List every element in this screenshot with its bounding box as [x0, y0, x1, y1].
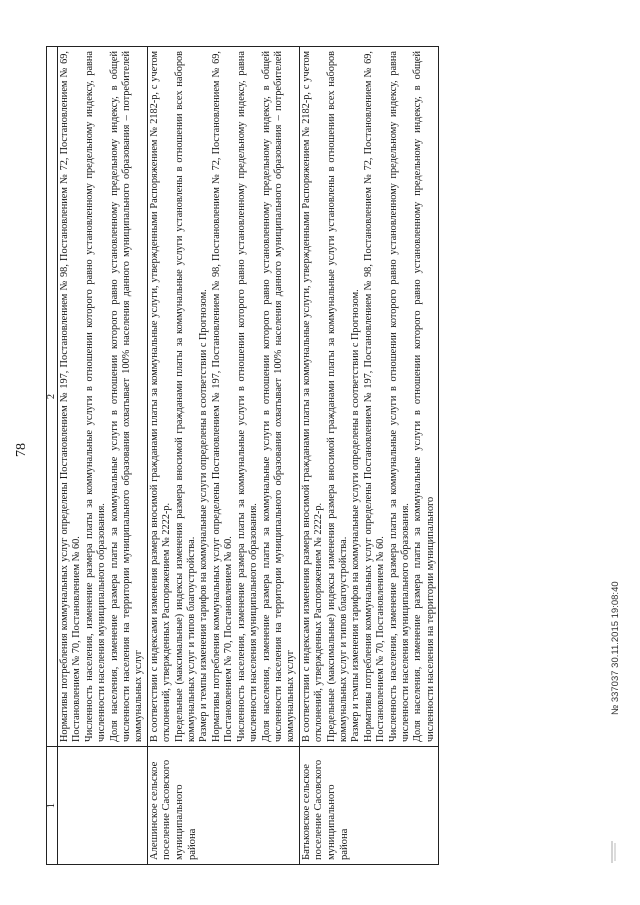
paragraph: Нормативы потребления коммунальных услуг определены Постановлением № 197, Постановлением № 98, Постановлением № 72, Постановлением № 69, Постановлением № 70, Постановлением № 60.	[210, 51, 235, 742]
paragraph: Размер и темпы изменения тарифов на коммунальные услуги определены в соответствии с Прогнозом.	[350, 289, 362, 742]
paragraph: Предельные (максимальные) индексы изменения размера вносимой гражданами платы за коммунальные услуги установлены в отношении всех наборов коммунальных услуг и типов благоустройства.	[325, 51, 349, 742]
paragraph: Доля населения, изменение размера платы за коммунальные услуги в отношении которого равно установленному предельному индексу, в общей численности населения на территории муниципального образования охватывает 100% населения данного муниципального образования – потребителей коммунальных услуг	[108, 51, 145, 742]
paragraph: Предельные (максимальные) индексы изменения размера вносимой гражданами платы за коммунальные услуги установлены в отношении всех наборов коммунальных услуг и типов благоустройства.	[173, 51, 198, 742]
header-col-1: 1	[47, 747, 58, 865]
paragraph: В соответствии с индексами изменения размера вносимой гражданами платы за коммунальные услуги, утвержденными Распоряжением № 2182-р, с учетом отклонений, утвержденных Распоряжением № 2222-р.	[148, 51, 173, 742]
description-cell	[58, 47, 148, 747]
paragraph: Размер и темпы изменения тарифов на коммунальные услуги определены в соответствии с Прогнозом.	[198, 289, 210, 742]
paragraph: Нормативы потребления коммунальных услуг определены Постановлением № 197, Постановлением № 98, Постановлением № 72, Постановлением № 69, Постановлением № 70, Постановлением № 60.	[362, 51, 387, 742]
page-number: 78	[14, 443, 29, 457]
paragraph: Нормативы потребления коммунальных услуг определены Постановлением № 197, Постановлением № 98, Постановлением № 72, Постановлением № 69, Постановлением № 70, Постановлением № 60.	[59, 51, 83, 742]
paragraph: Доля населения, изменение размера платы за коммунальные услуги в отношении которого равно установленному предельному индексу, в общей численности населения на территории муниципального образования охватывает 100% населения данного муниципального образования – потребителей коммунальных услуг	[260, 51, 297, 742]
table-row	[147, 47, 299, 865]
region-cell: Батьковское сельское поселение Сасовского муниципального района	[299, 747, 438, 865]
document-footer: № 337037 30.11.2015 19:08:40	[610, 581, 621, 715]
paragraph: Доля населения, изменение размера платы за коммунальные услуги в отношении которого равно установленному предельному индексу, в общей численности населения на территории муниципального	[412, 51, 436, 742]
header-col-2: 2	[47, 47, 58, 747]
description-cell	[147, 47, 299, 747]
table-header-row	[47, 47, 58, 865]
paragraph: В соответствии с индексами изменения размера вносимой гражданами платы за коммунальные услуги, утвержденными Распоряжением № 2182-р, с учетом отклонений, утвержденных Распоряжением № 2222-р.	[300, 51, 325, 742]
table-row	[58, 47, 148, 865]
region-cell: Алешинское сельское поселение Сасовского муниципального района	[147, 747, 299, 865]
paragraph: Численность населения, изменение размера платы за коммунальные услуги в отношении которого равно установленному предельному индексу, равна численности населения муниципального образования.	[235, 51, 260, 742]
paragraph: Численность населения, изменение размера платы за коммунальные услуги в отношении которого равно установленному предельному индексу, равна численности населения муниципального образования.	[387, 51, 411, 742]
table-row	[299, 47, 438, 865]
description-cell	[299, 47, 438, 747]
stamp-mark-icon	[600, 839, 620, 865]
document-table	[46, 46, 439, 865]
paragraph: Численность населения, изменение размера платы за коммунальные услуги в отношении которого равно установленному предельному индексу, равна численности населения муниципального образования.	[83, 51, 108, 742]
region-cell	[58, 747, 148, 865]
